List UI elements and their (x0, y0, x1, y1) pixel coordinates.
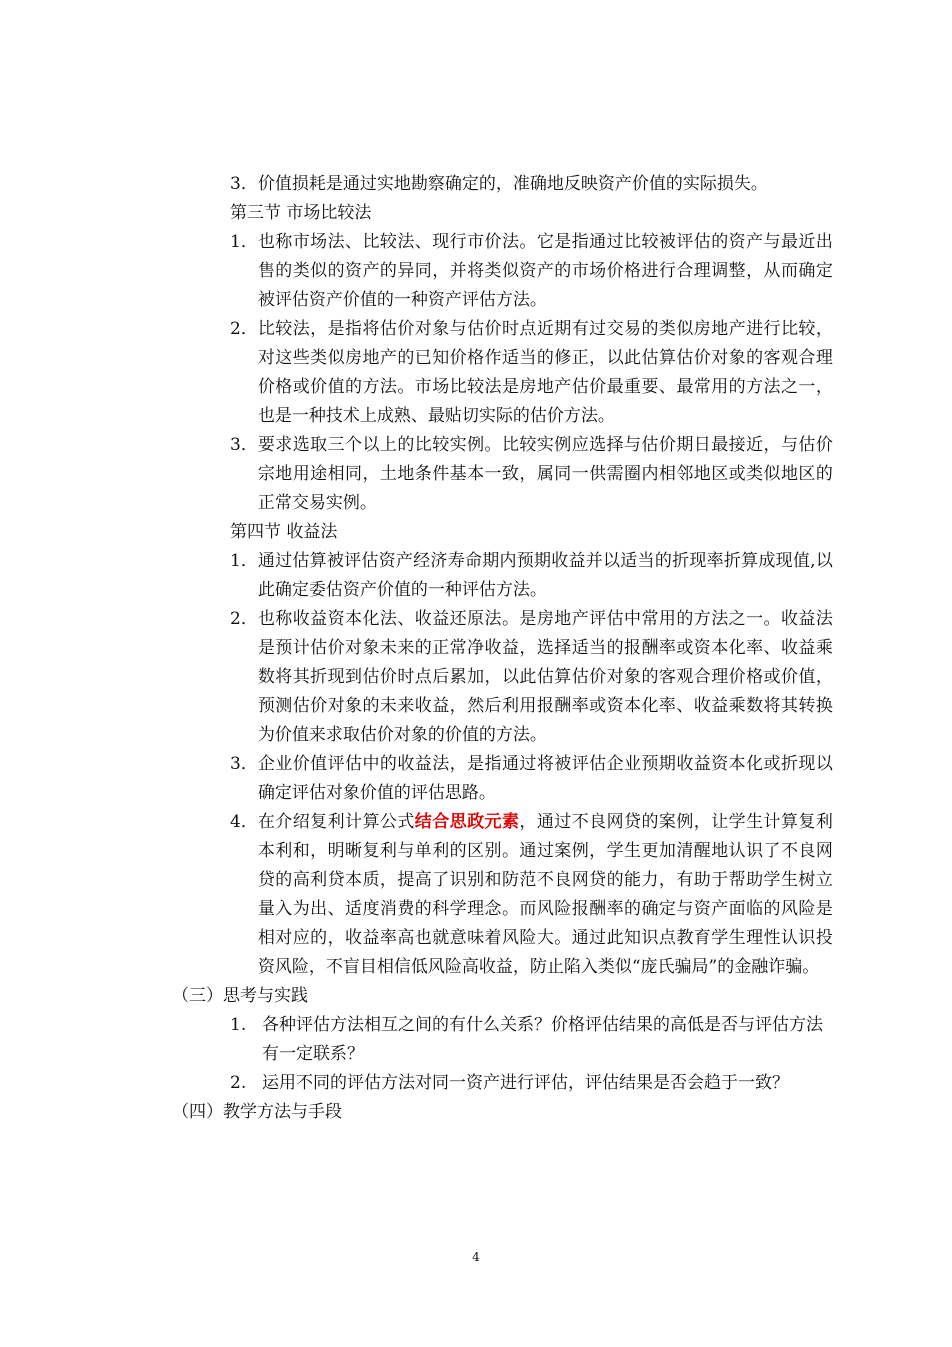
list-item (0, 431, 952, 518)
item-text-post: ，通过不良网贷的案例，让学生计算复利本利和，明晰复利与单利的区别。通过案例，学生更加清醒地认识了不良网贷的高利贷本质，提高了识别和防范不良网贷的能力，有助于帮助学生树立量入为出、适度消费的科学理念。而风险报酬率的确定与资产面临的风险是相对应的，收益率高也就意味着风险大。通过此知识点教育学生理性认识投资风险，不盲目相信低风险高收益，防止陷入类似“庞氏骗局”的金融诈骗。 (257, 812, 833, 977)
item-text: 企业价值评估中的收益法，是指通过将被评估企业预期收益资本化或折现以确定评估对象价值的评估思路。 (257, 754, 833, 803)
item-text (258, 808, 833, 982)
list-item (0, 228, 952, 315)
item-text: 比较法，是指将估价对象与估价时点近期有过交易的类似房地产进行比较，对这些类似房地产的已知价格作适当的修正，以此估算估价对象的客观合理价格或价值的方法。市场比较法是房地产估价最重要、最常用的方法之一，也是一种技术上成熟、最贴切实际的估价方法。 (257, 319, 833, 426)
section-heading-4: 第四节 收益法 (230, 522, 338, 542)
item-text: 也称市场法、比较法、现行市价法。它是指通过比较被评估的资产与最近出售的类似的资产的异同，并将类似资产的市场价格进行合理调整，从而确定被评估资产价值的一种资产评估方法。 (257, 232, 833, 310)
list-item (0, 547, 952, 605)
part-heading-4: （四）教学方法与手段 (172, 1102, 342, 1122)
list-item (0, 1069, 952, 1098)
item-number: 3． (230, 754, 258, 774)
list-item (0, 1011, 952, 1069)
item-number: 4． (230, 812, 258, 832)
item-text-pre: 在介绍复利计算公式 (257, 812, 415, 832)
item-number: 1． (230, 232, 258, 252)
paragraph-text: 3．价值损耗是通过实地勘察确定的，准确地反映资产价值的实际损失。 (230, 174, 768, 194)
item-text: 也称收益资本化法、收益还原法。是房地产评估中常用的方法之一。收益法是预计估价对象未来的正常净收益，选择适当的报酬率或资本化率、收益乘数将其折现到估价时点后累加，以此估算估价对象的客观合理价格或价值，预测估价对象的未来收益，然后利用报酬率或资本化率、收益乘数将其转换为价值来求取估价对象的价值的方法。 (257, 609, 833, 745)
item-number: 1. (230, 1015, 247, 1035)
item-text: 要求选取三个以上的比较实例。比较实例应选择与估价期日最接近，与估价宗地用途相同，土地条件基本一致，属同一供需圈内相邻地区或类似地区的正常交易实例。 (257, 435, 833, 513)
highlight-text: 结合思政元素 (414, 812, 520, 832)
item-number: 2． (230, 319, 258, 339)
page-number: 4 (472, 1250, 480, 1264)
list-item (0, 808, 952, 982)
document-body (0, 170, 952, 1127)
list-item (0, 750, 952, 808)
item-text: 通过估算被评估资产经济寿命期内预期收益并以适当的折现率折算成现值,以此确定委估资产价值的一种评估方法。 (257, 551, 833, 600)
item-text: 运用不同的评估方法对同一资产进行评估，评估结果是否会趋于一致？ (262, 1073, 789, 1093)
item-text: 各种评估方法相互之间的有什么关系？价格评估结果的高低是否与评估方法有一定联系？ (262, 1015, 823, 1064)
list-item (0, 315, 952, 431)
item-number: 2. (230, 1073, 247, 1093)
section-heading-3: 第三节 市场比较法 (230, 203, 372, 223)
part-heading-3: （三）思考与实践 (172, 986, 308, 1006)
item-number: 3． (230, 435, 258, 455)
item-number: 1． (230, 551, 258, 571)
list-item (0, 170, 952, 199)
list-item (0, 605, 952, 750)
item-number: 2． (230, 609, 258, 629)
